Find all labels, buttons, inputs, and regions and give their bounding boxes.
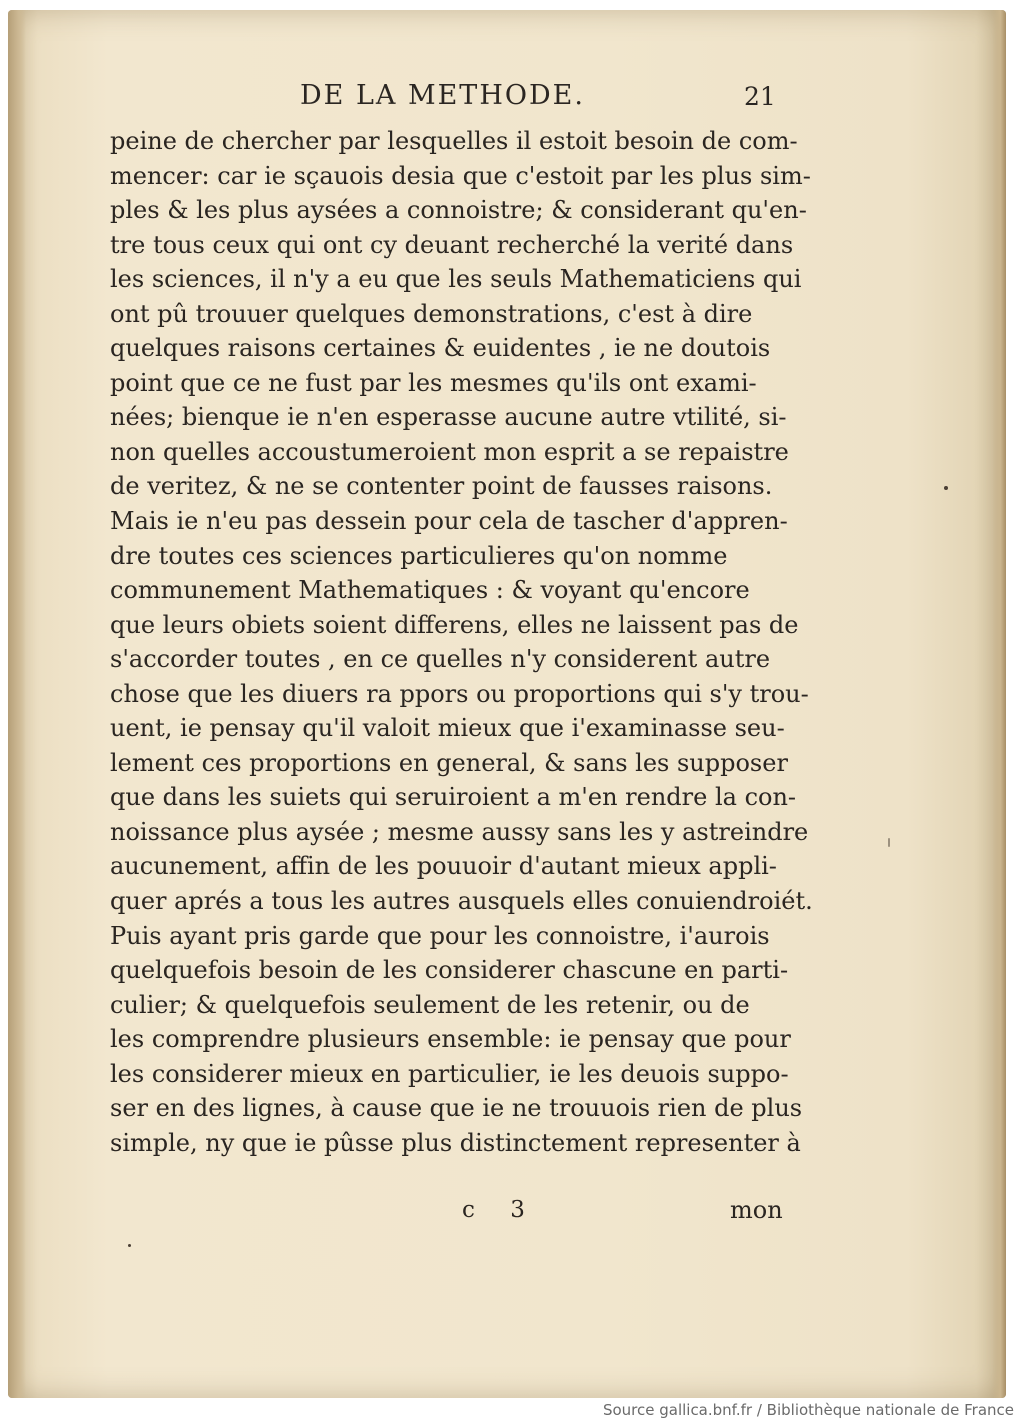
text-line: chose que les diuers ra ppors ou proportions qui s'y trou- [110, 679, 809, 708]
text-line: nées; bienque ie n'en esperasse aucune autre vtilité, si- [110, 403, 787, 432]
text-line: noissance plus aysée ; mesme aussy sans les y astreindre [110, 817, 809, 846]
text-line: simple, ny que ie pûsse plus distinctement representer à [110, 1128, 801, 1157]
text-line: que dans les suiets qui seruiroient a m'en rendre la con- [110, 783, 797, 812]
ink-speck [944, 486, 948, 490]
page-fore-edge-shadow [992, 10, 1006, 1398]
text-line: communement Mathematiques : & voyant qu'encore [110, 576, 750, 605]
text-line: quelquefois besoin de les considerer chascune en parti- [110, 956, 789, 985]
text-line: lement ces proportions en general, & sans les supposer [110, 748, 788, 777]
text-line: peine de chercher par lesquelles il estoit besoin de com- [110, 127, 798, 155]
text-line: mencer: car ie sçauois desia que c'estoit par les plus sim- [110, 161, 811, 190]
page-gutter-shadow [8, 10, 26, 1398]
text-line: ont pû trouuer quelques demonstrations, c'est à dire [110, 299, 753, 328]
text-line: les comprendre plusieurs ensemble: ie pensay que pour [110, 1025, 791, 1054]
ink-speck [888, 838, 890, 847]
text-line: uent, ie pensay qu'il valoit mieux que i'examinasse seu- [110, 714, 785, 743]
text-line: point que ce ne fust par les mesmes qu'ils ont exami- [110, 368, 757, 397]
catchword: mon [730, 1196, 783, 1224]
text-line: ples & les plus aysées a connoistre; & considerant qu'en- [110, 196, 807, 225]
body-text [110, 124, 813, 1160]
text-line: les considerer mieux en particulier, ie les deuois suppo- [110, 1059, 789, 1088]
text-line: aucunement, affin de les pouuoir d'autant mieux appli- [110, 852, 777, 881]
running-head: DE LA METHODE. [300, 80, 585, 111]
text-line: quelques raisons certaines & euidentes , ie ne doutois [110, 334, 771, 363]
signature-mark: c 3 [462, 1197, 539, 1223]
text-line: quer aprés a tous les autres ausquels elles conuiendroiét. [110, 887, 813, 916]
text-line: dre toutes ces sciences particulieres qu'on nomme [110, 541, 728, 570]
text-line: s'accorder toutes , en ce quelles n'y considerent autre [110, 645, 771, 674]
text-line: ser en des lignes, à cause que ie ne trouuois rien de plus [110, 1094, 803, 1123]
source-credit: Source gallica.bnf.fr / Bibliothèque nationale de France [602, 1401, 1014, 1419]
text-line: de veritez, & ne se contenter point de fausses raisons. [110, 472, 773, 501]
text-line: non quelles accoustumeroient mon esprit a se repaistre [110, 437, 789, 466]
text-line: les sciences, il n'y a eu que les seuls Mathematiciens qui [110, 265, 802, 294]
text-line: tre tous ceux qui ont cy deuant recherché la verité dans [110, 230, 794, 259]
text-line: Puis ayant pris garde que pour les connoistre, i'aurois [110, 921, 770, 950]
text-line: que leurs obiets soient differens, elles ne laissent pas de [110, 610, 799, 639]
ink-speck [128, 1244, 131, 1247]
text-line: culier; & quelquefois seulement de les retenir, ou de [110, 990, 750, 1019]
page-number: 21 [744, 82, 776, 111]
text-line: Mais ie n'eu pas dessein pour cela de tascher d'appren- [110, 507, 788, 536]
